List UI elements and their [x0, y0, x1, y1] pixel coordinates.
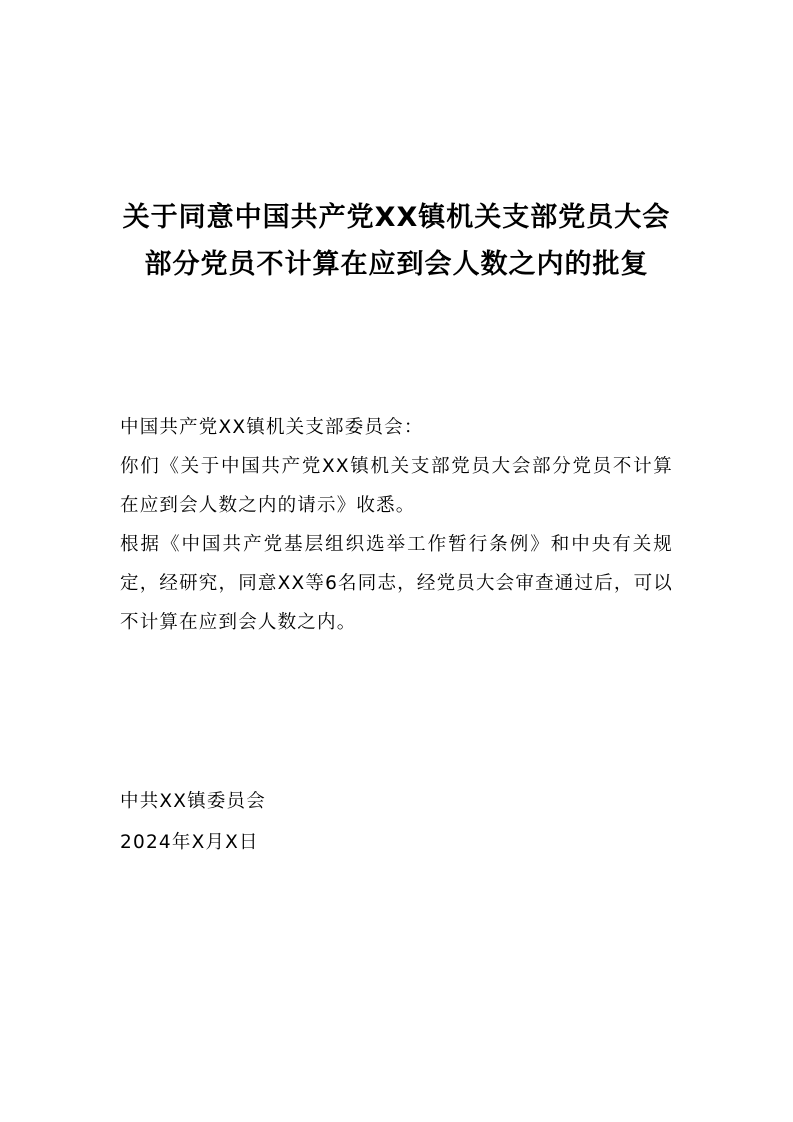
- document-body: [120, 408, 673, 642]
- issuer: 中共XX镇委员会: [120, 791, 266, 812]
- document-title: 关于同意中国共产党XX镇机关支部党员大会部分党员不计算在应到会人数之内的批复: [122, 202, 671, 280]
- issue-date: 2024年X月X日: [120, 832, 259, 853]
- signature-block: [120, 781, 520, 863]
- body-paragraph-1: 你们《关于中国共产党XX镇机关支部党员大会部分党员不计算在应到会人数之内的请示》收悉。: [120, 456, 673, 516]
- body-paragraph-2: 根据《中国共产党基层组织选举工作暂行条例》和中央有关规定，经研究，同意XX等6名同志，经党员大会审查通过后，可以不计算在应到会人数之内。: [120, 534, 673, 633]
- addressee: 中国共产党XX镇机关支部委员会：: [120, 417, 424, 438]
